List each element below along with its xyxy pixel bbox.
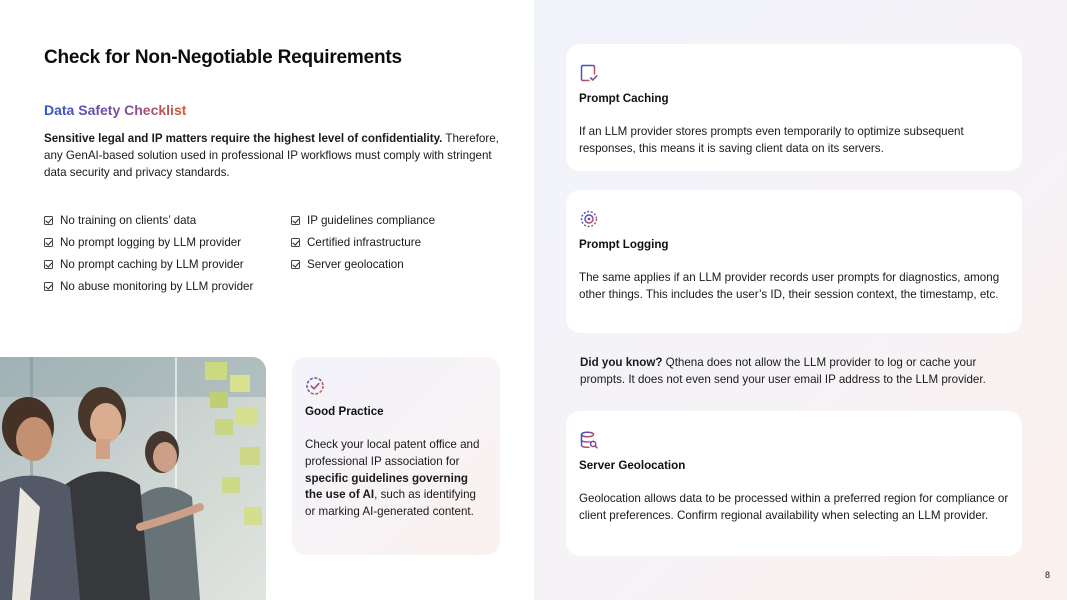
did-you-know-text: Qthena does not allow the LLM provider to log or cache your prompts. It does not even send your user email IP address to the LLM provider.: [580, 356, 986, 386]
server-geolocation-text: Geolocation allows data to be processed within a preferred region for compliance or client preferences. Confirm regional availability when selecting an LLM provider.: [579, 492, 1009, 522]
checklist-item: [44, 231, 253, 253]
intro-paragraph: [44, 130, 509, 181]
document-check-icon: [579, 63, 599, 83]
prompt-logging-text: The same applies if an LLM provider records user prompts for diagnostics, among other things. This includes the user’s ID, their session context, the timestamp, etc.: [579, 271, 1000, 301]
intro-bold-text: Sensitive legal and IP matters require the highest level of confidentiality.: [44, 132, 443, 145]
checkbox-icon: [44, 216, 53, 225]
team-photo: [0, 357, 266, 600]
prompt-logging-title: Prompt Logging: [579, 238, 669, 251]
page-number: 8: [1044, 570, 1050, 580]
checklist-item: [291, 253, 435, 275]
checklist-item-label: Certified infrastructure: [307, 235, 422, 249]
checklist-item-label: No abuse monitoring by LLM provider: [60, 279, 254, 293]
page-title: Check for Non-Negotiable Requirements: [44, 47, 402, 68]
did-you-know-label: Did you know?: [580, 356, 663, 369]
checklist-item-label: No training on clients’ data: [60, 213, 197, 227]
good-practice-title: Good Practice: [305, 405, 384, 418]
checklist-item: [44, 275, 253, 297]
server-geolocation-card: [566, 411, 1022, 556]
prompt-logging-card: [566, 190, 1022, 333]
checkbox-icon: [44, 238, 53, 247]
good-practice-text: Check your local patent office and professional IP association for specific guidelines governing the use of AI, such as identifying or marking AI-generated content.: [305, 438, 480, 519]
database-search-icon: [579, 430, 599, 450]
checkbox-icon: [291, 216, 300, 225]
prompt-caching-title: Prompt Caching: [579, 92, 669, 105]
checklist-item-label: Server geolocation: [307, 257, 404, 271]
checkbox-icon: [291, 260, 300, 269]
server-geolocation-title: Server Geolocation: [579, 459, 686, 472]
checklist-item-label: No prompt caching by LLM provider: [60, 257, 244, 271]
prompt-caching-card: [566, 44, 1022, 171]
check-circle-icon: [305, 376, 325, 396]
checklist-item: [291, 231, 435, 253]
checklist-item-label: IP guidelines compliance: [307, 213, 436, 227]
checklist-item: [291, 209, 435, 231]
checkbox-icon: [291, 238, 300, 247]
checklist-heading: Data Safety Checklist: [44, 102, 187, 118]
checklist-column-2: [291, 209, 435, 275]
checklist-item: [44, 209, 253, 231]
gear-icon: [579, 209, 599, 229]
did-you-know-note: [580, 355, 1020, 389]
checklist-column-1: [44, 209, 253, 297]
checkbox-icon: [44, 260, 53, 269]
checklist-item-label: No prompt logging by LLM provider: [60, 235, 242, 249]
good-practice-card: [292, 357, 500, 555]
checklist-item: [44, 253, 253, 275]
intro-text: Therefore, any GenAI-based solution used in professional IP workflows must comply with stringent data security and privacy standards.: [44, 132, 499, 179]
prompt-caching-text: If an LLM provider stores prompts even temporarily to optimize subsequent responses, this means it is saving client data on its servers.: [579, 125, 964, 155]
checkbox-icon: [44, 282, 53, 291]
